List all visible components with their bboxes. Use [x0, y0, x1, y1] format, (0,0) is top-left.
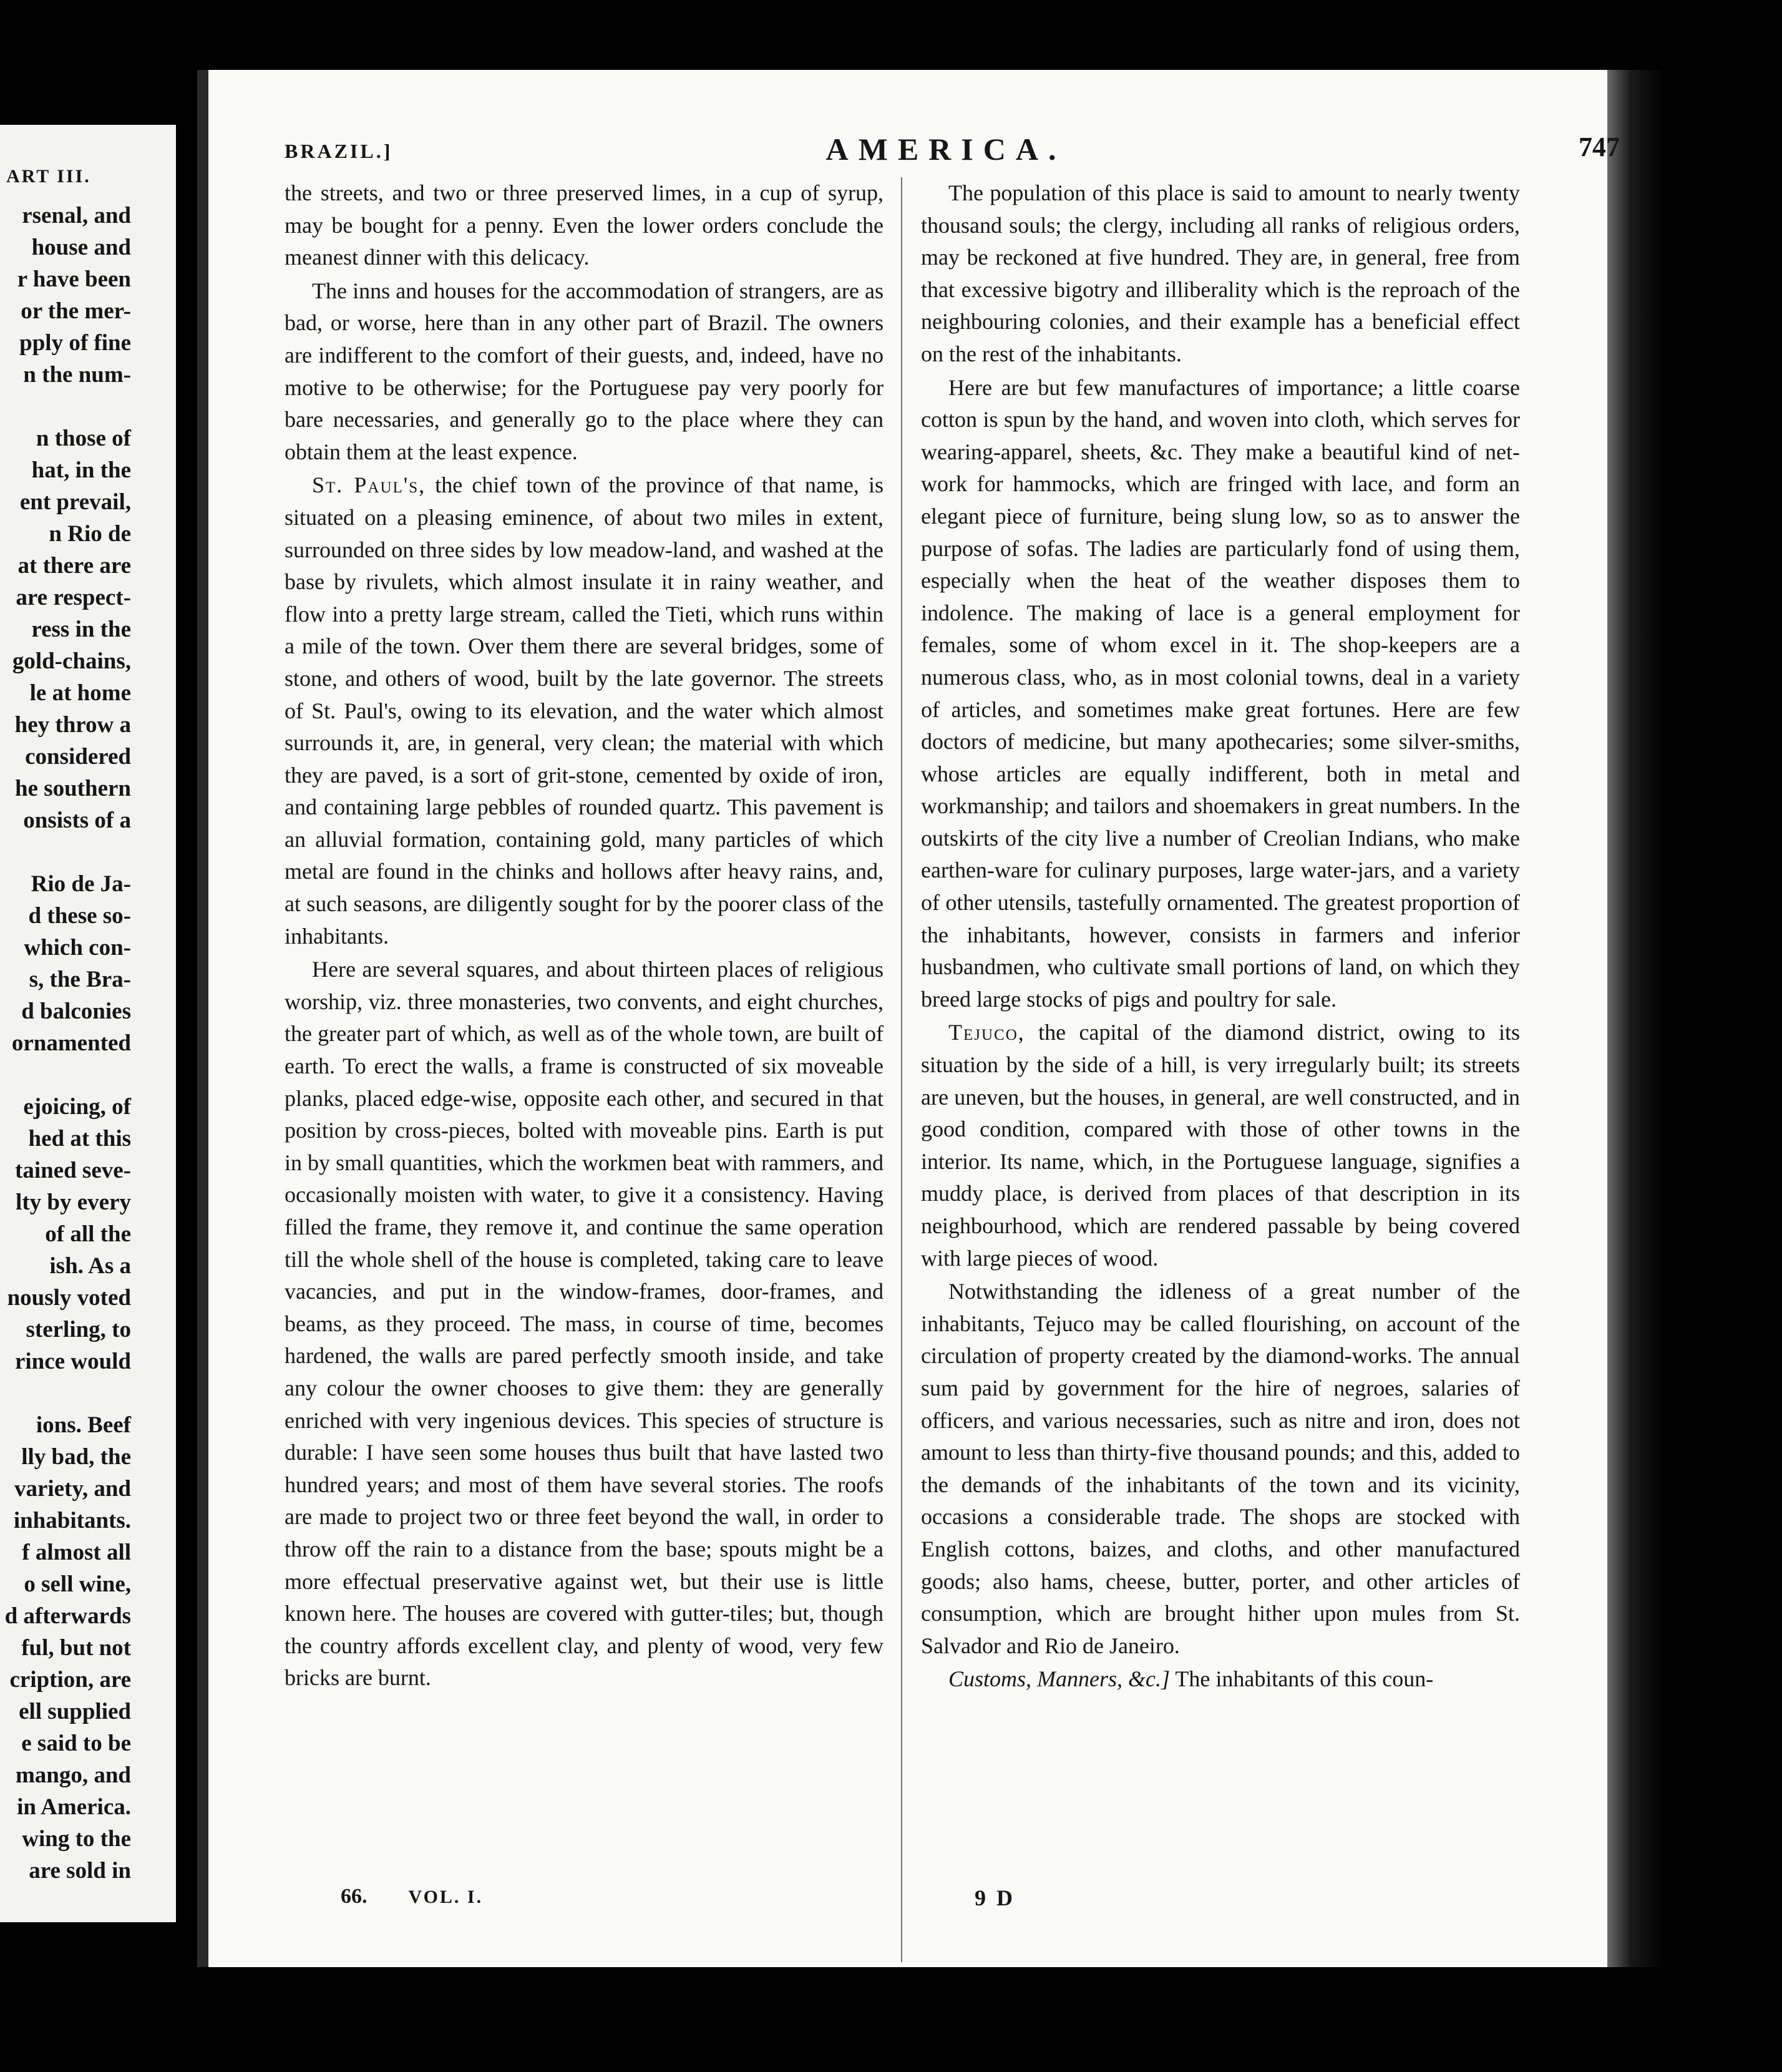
paragraph: Here are but few manufactures of importance; a little coarse cotton is spun by the hand, and woven into cloth, which serves for wearing-apparel, sheets, &c. They make a beautiful kind of net-work for hammocks, which are fringed with lace, and form an elegant piece of furniture, being slung low, so as to answer the purpose of sofas. The ladies are particularly fond of using them, especially when the heat of the weather disposes them to indolence. The making of lace is a general employment for females, some of whom excel in it. The shop-keepers are a numerous class, who, as in most colonial towns, deal in a variety of articles, and sometimes make great fortunes. Here are few doctors of medicine, but many apothecaries; some silver-smiths, whose articles are equally indifferent, both in metal and workmanship; and tailors and shoemakers in great numbers. In the outskirts of the city live a number of Creolian Indians, who make earthen-ware for culinary purposes, large water-jars, and a variety of other utensils, tastefully ornamented. The greatest proportion of the inhabitants, however, consists in farmers and inferior husbandmen, who cultivate small portions of land, on which they breed large stocks of pigs and poultry for sale. — [921, 374, 1520, 1012]
facing-page-line: are sold in — [29, 1858, 131, 1884]
paragraph: Tejuco, the capital of the diamond district, owing to its situation by the side of a hill, is very irregularly built; its streets are uneven, but the houses, in general, are well constructed, and in good condition, compared with those of other towns in the interior. Its name, which, in the Portuguese language, signifies a muddy place, is derived from places of that description in its neighbourhood, which are rendered passable by being covered with large pieces of wood. — [921, 1020, 1520, 1271]
facing-page-header: ART III. — [6, 166, 91, 187]
facing-page-line: tained seve- — [15, 1158, 131, 1183]
facing-page-line: sterling, to — [26, 1317, 131, 1342]
facing-page-line: wing to the — [22, 1826, 131, 1852]
paragraph: Customs, Manners, &c.] The inhabitants of this coun- — [948, 1666, 1434, 1692]
facing-page-line: considered — [25, 744, 131, 770]
facing-page-line — [0, 391, 176, 423]
column-divider — [901, 177, 902, 1962]
facing-page-line: ell supplied — [19, 1699, 131, 1724]
facing-page-line: he southern — [14, 776, 131, 801]
facing-page-line: at there are — [17, 553, 131, 579]
paragraph: St. Paul's, the chief town of the province of that name, is situated on a pleasing eminence, of about two miles in extent, surrounded on three sides by low meadow-land, and washed at the base by rivulets, which almost insulate it in rainy weather, and flow into a pretty large stream, called the Tieti, which runs within a mile of the town. Over them there are several bridges, some of stone, and others of wood, built by the late governor. The streets of St. Paul's, owing to its elevation, and the water which almost surrounds it, are, in general, very clean; the material with which they are paved, is a sort of grit-stone, cemented by oxide of iron, and containing large pebbles of rounded quartz. This pavement is an alluvial formation, containing gold, many particles of which metal are found in the chinks and hollows after heavy rains, and, at such seasons, are diligently sought for by the poorer class of the inhabitants. — [285, 472, 884, 949]
facing-page-line: inhabitants. — [13, 1508, 131, 1533]
facing-page-line: Rio de Ja- — [31, 871, 131, 897]
page-number: 747 — [1579, 132, 1620, 162]
facing-page-line: ejoicing, of — [23, 1094, 131, 1120]
facing-page-line: mango, and — [15, 1762, 131, 1788]
facing-page-line: ent prevail, — [19, 489, 131, 515]
facing-page-line: variety, and — [14, 1476, 131, 1502]
facing-page-line: le at home — [29, 680, 131, 706]
facing-page-line — [0, 1377, 176, 1409]
facing-page-line: rince would — [14, 1349, 131, 1374]
paragraph: The population of this place is said to amount to nearly twenty thousand souls; the clergy, including all ranks of religious orders, may be reckoned at five hundred. They are, in general, free from that excessive bigotry and illiberality which is the reproach of the neighbouring colonies, and their example has a beneficial effect on the rest of the inhabitants. — [921, 180, 1520, 366]
facing-page-line: hey throw a — [14, 712, 131, 738]
facing-page-line: ions. Beef — [36, 1412, 131, 1438]
facing-page-lines — [0, 200, 176, 1887]
footer-signature-right: 9 D — [975, 1885, 1015, 1910]
facing-page-line: ful, but not — [21, 1635, 131, 1661]
page-gutter-shadow — [1607, 70, 1665, 1967]
facing-page-line: gold-chains, — [12, 648, 131, 674]
facing-page-line: r have been — [17, 266, 131, 292]
facing-page-line: onsists of a — [23, 808, 131, 833]
facing-page-line: rsenal, and — [22, 203, 131, 228]
paragraph: the streets, and two or three preserved limes, in a cup of syrup, may be bought for a penny. Even the lower orders conclude the meanest dinner with this delicacy. — [285, 180, 884, 270]
facing-page-line: f almost all — [22, 1540, 131, 1565]
facing-page-line: nously voted — [7, 1285, 131, 1311]
paragraph: Here are several squares, and about thirteen places of religious worship, viz. three monasteries, two convents, and eight churches, the greater part of which, as well as of the whole town, are built of earth. To erect the walls, a frame is constructed of six moveable planks, placed edge-wise, opposite each other, and secured in that position by cross-pieces, bolted with moveable pins. Earth is put in by small quantities, which the workmen beat with rammers, and occasionally moisten with water, to give it a consistency. Having filled the frame, they remove it, and continue the same operation till the whole shell of the house is completed, taking care to leave vacancies, and put in the window-frames, door-frames, and beams, as they proceed. The mass, in course of time, becomes hardened, the walls are pared perfectly smooth inside, and take any colour the owner chooses to give them: they are generally enriched with very ingenious devices. This species of structure is durable: I have seen some houses thus built that have lasted two hundred years; and most of them have several stories. The roofs are made to project two or three feet beyond the wall, in order to throw off the rain to a distance from the base; spouts might be a more effectual preservative against wet, but their use is little known here. The houses are covered with gutter-tiles; but, though the country affords excellent clay, and plenty of wood, very few bricks are burnt. — [285, 957, 884, 1691]
facing-page-fragment — [0, 125, 176, 1922]
text-column-left — [285, 177, 884, 1694]
facing-page-line: which con- — [24, 935, 131, 960]
facing-page-line: hat, in the — [31, 457, 131, 483]
facing-page-line: lty by every — [16, 1190, 131, 1215]
facing-page-line: n Rio de — [49, 521, 131, 547]
place-name-lead: Tejuco, — [948, 1020, 1025, 1045]
sheet-number: 66. — [341, 1885, 368, 1908]
facing-page-line: hed at this — [28, 1126, 131, 1151]
facing-page-line: pply of fine — [19, 330, 131, 356]
book-page — [197, 70, 1665, 1967]
volume-mark: VOL. I. — [408, 1887, 484, 1907]
page-title: AMERICA. — [825, 132, 1066, 167]
facing-page-line: of all the — [45, 1221, 131, 1247]
facing-page-line: d these so- — [28, 903, 131, 929]
place-name-lead: St. Paul's, — [312, 472, 426, 498]
facing-page-line: o sell wine, — [24, 1571, 131, 1597]
section-heading: BRAZIL.] — [285, 140, 393, 162]
facing-page-line: ornamented — [11, 1030, 131, 1056]
facing-page-line: d balconies — [21, 999, 131, 1024]
running-header — [285, 131, 1620, 175]
facing-page-line: n those of — [36, 426, 131, 451]
facing-page-line: cription, are — [9, 1667, 131, 1693]
facing-page-line: are respect- — [16, 585, 131, 610]
facing-page-line: s, the Bra- — [29, 967, 131, 992]
facing-page-line: in America. — [17, 1794, 131, 1820]
facing-page-line: ish. As a — [49, 1253, 131, 1279]
text-column-right — [921, 177, 1520, 1696]
facing-page-line — [0, 836, 176, 868]
paragraph: Notwithstanding the idleness of a great number of the inhabitants, Tejuco may be called flourishing, on account of the circulation of property created by the diamond-works. The annual sum paid by government for the hire of negroes, salaries of officers, and various necessaries, such as nitre and iron, does not amount to less than thirty-five thousand pounds; and this, added to the demands of the inhabitants of the town and its vicinity, occasions a considerable trade. The shops are stocked with English cottons, baizes, and cloths, and other manufactured goods; also hams, cheese, butter, porter, and other articles of consumption, which are brought hither upon mules from St. Salvador and Rio de Janeiro. — [921, 1279, 1520, 1658]
facing-page-line: house and — [31, 235, 131, 260]
facing-page-line: d afterwards — [4, 1603, 131, 1629]
facing-page-line: or the mer- — [21, 298, 131, 324]
section-lead: Customs, Manners, &c.] — [948, 1666, 1171, 1692]
facing-page-line — [0, 1059, 176, 1091]
facing-page-line: n the num- — [23, 362, 131, 388]
footer-signature-left — [341, 1885, 483, 1908]
facing-page-line: lly bad, the — [21, 1444, 131, 1470]
facing-page-line: ress in the — [31, 617, 131, 642]
facing-page-line: e said to be — [21, 1731, 131, 1756]
paragraph: The inns and houses for the accommodation of strangers, are as bad, or worse, here than in any other part of Brazil. The owners are indifferent to the comfort of their guests, and, indeed, have no motive to be otherwise; for the Portuguese pay very poorly for bare necessaries, and generally go to the place where they can obtain them at the least expence. — [285, 278, 884, 464]
